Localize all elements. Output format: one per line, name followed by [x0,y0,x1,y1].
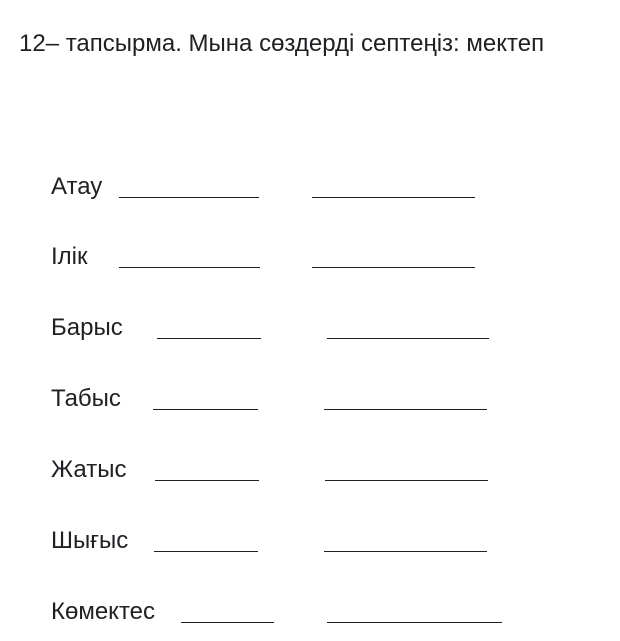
case-row-shygys [0,527,620,559]
answer-blank-1 [119,267,260,268]
case-row-barys [0,314,620,346]
answer-blank-2 [324,551,487,552]
case-row-atau [0,173,620,205]
case-label: Барыс [51,314,123,341]
answer-blank-1 [154,551,258,552]
case-row-tabys [0,385,620,417]
answer-blank-1 [155,480,259,481]
case-row-ilik [0,243,620,275]
case-label: Жатыс [51,456,127,483]
case-label: Атау [51,173,103,200]
case-row-komektes [0,598,620,630]
case-row-zhatys [0,456,620,488]
answer-blank-1 [153,409,258,410]
case-label: Шығыс [51,527,129,554]
answer-blank-2 [327,338,489,339]
case-label: Табыс [51,385,121,412]
answer-blank-1 [157,338,261,339]
answer-blank-2 [325,480,488,481]
answer-blank-1 [181,622,274,623]
answer-blank-2 [312,267,475,268]
answer-blank-2 [312,197,475,198]
answer-blank-1 [119,197,259,198]
case-label: Ілік [51,243,88,270]
answer-blank-2 [327,622,502,623]
answer-blank-2 [324,409,487,410]
task-title: 12– тапсырма. Мына сөздерді септеңіз: мектеп [19,30,545,57]
case-label: Көмектес [51,598,156,625]
